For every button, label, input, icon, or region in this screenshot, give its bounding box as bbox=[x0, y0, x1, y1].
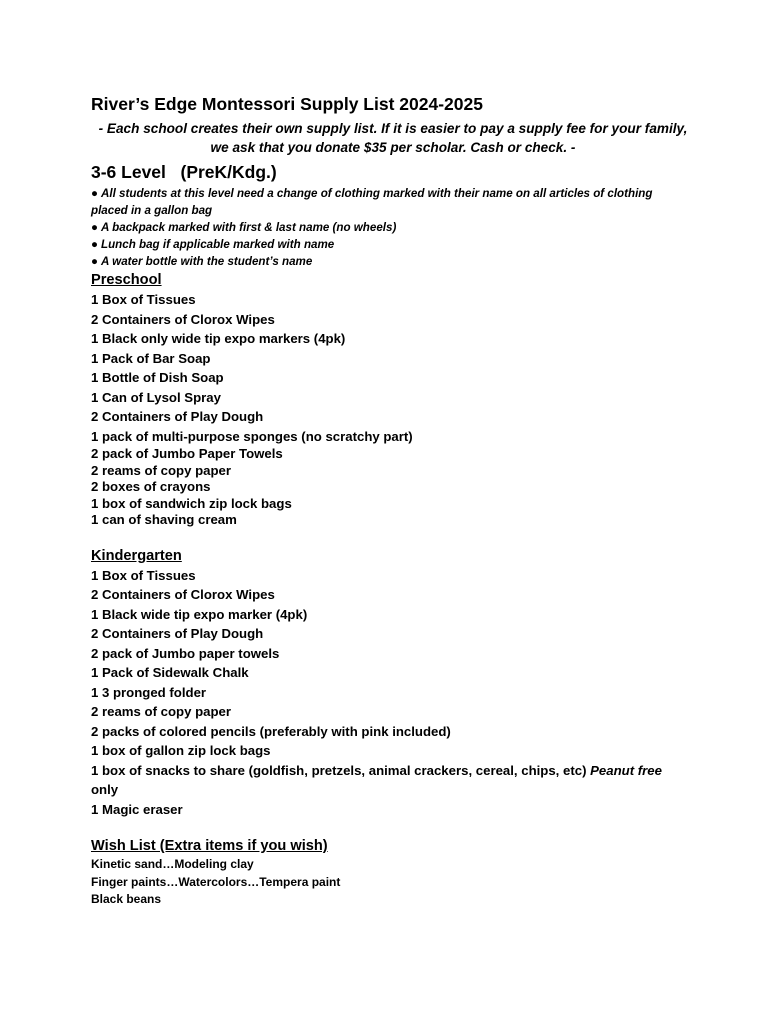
list-item: 2 Containers of Clorox Wipes bbox=[91, 587, 275, 602]
list-item: 2 reams of copy paper bbox=[91, 462, 231, 478]
list-item: 2 reams of copy paper bbox=[91, 704, 231, 719]
requirement-text: A backpack marked with first & last name (no wheels) bbox=[101, 221, 397, 234]
list-item: 2 Containers of Play Dough bbox=[91, 626, 264, 641]
list-item: 1 Magic eraser bbox=[91, 801, 183, 817]
list-item: 1 can of shaving cream bbox=[91, 512, 237, 527]
list-item: 2 packs of colored pencils (preferably with pink included) bbox=[91, 723, 451, 739]
requirement-text: A water bottle with the student’s name bbox=[101, 255, 313, 268]
list-item: 2 Containers of Clorox Wipes bbox=[91, 311, 275, 327]
list-item: 1 pack of multi-purpose sponges (no scratchy part) bbox=[91, 428, 413, 444]
requirement-text: All students at this level need a change of clothing marked with their name on all articles of clothing placed in a gallon bag bbox=[91, 187, 653, 217]
list-item: 2 Containers of Play Dough bbox=[91, 409, 264, 424]
list-item: Kinetic sand…Modeling clay bbox=[91, 857, 254, 871]
peanut-free-emphasis: Peanut free bbox=[590, 762, 662, 778]
list-item: 1 Bottle of Dish Soap bbox=[91, 370, 224, 385]
snacks-item bbox=[91, 761, 691, 800]
bullet-icon: ● bbox=[91, 255, 99, 268]
list-item: 1 Black only wide tip expo markers (4pk) bbox=[91, 331, 346, 346]
document-title: River’s Edge Montessori Supply List 2024-2025 bbox=[91, 94, 483, 114]
list-item: 1 box of sandwich zip lock bags bbox=[91, 495, 292, 511]
snacks-suffix: only bbox=[91, 782, 119, 797]
snacks-text: 1 box of snacks to share (goldfish, pretzels, animal crackers, cereal, chips, etc) bbox=[91, 762, 591, 778]
intro-note: - Each school creates their own supply list. If it is easier to pay a supply fee for your family, we ask that you donate $35 per scholar. Cash or check. - bbox=[98, 121, 688, 155]
list-item: 1 Box of Tissues bbox=[91, 292, 196, 307]
list-item: Black beans bbox=[91, 892, 162, 906]
wish-list-heading: Wish List (Extra items if you wish) bbox=[91, 838, 328, 854]
requirement-item bbox=[91, 219, 691, 236]
supply-list-document bbox=[91, 93, 691, 909]
requirement-item bbox=[91, 236, 691, 253]
list-item: 2 pack of Jumbo paper towels bbox=[91, 645, 280, 661]
bullet-icon: ● bbox=[91, 238, 99, 251]
preschool-heading: Preschool bbox=[91, 272, 162, 288]
list-item: 1 Pack of Bar Soap bbox=[91, 350, 211, 366]
kindergarten-list bbox=[91, 566, 691, 820]
general-requirements-list bbox=[91, 185, 691, 270]
list-item: 1 Box of Tissues bbox=[91, 567, 196, 583]
wish-list bbox=[91, 856, 691, 909]
list-item: 1 Black wide tip expo marker (4pk) bbox=[91, 606, 308, 622]
list-item: 1 3 pronged folder bbox=[91, 684, 207, 700]
list-item: 2 pack of Jumbo Paper Towels bbox=[91, 446, 283, 461]
preschool-list bbox=[91, 290, 691, 446]
list-item: 1 box of gallon zip lock bags bbox=[91, 743, 271, 758]
bullet-icon: ● bbox=[91, 221, 99, 234]
requirement-item bbox=[91, 253, 691, 270]
level-heading: 3-6 Level (PreK/Kdg.) bbox=[91, 162, 277, 182]
bullet-icon: ● bbox=[91, 187, 99, 200]
kindergarten-heading: Kindergarten bbox=[91, 547, 182, 564]
preschool-list-continued bbox=[91, 446, 691, 529]
list-item: 2 boxes of crayons bbox=[91, 479, 211, 494]
list-item: Finger paints…Watercolors…Tempera paint bbox=[91, 874, 341, 889]
list-item: 1 Can of Lysol Spray bbox=[91, 389, 221, 405]
list-item: 1 Pack of Sidewalk Chalk bbox=[91, 665, 249, 680]
requirement-item bbox=[91, 185, 691, 219]
requirement-text: Lunch bag if applicable marked with name bbox=[101, 238, 335, 251]
